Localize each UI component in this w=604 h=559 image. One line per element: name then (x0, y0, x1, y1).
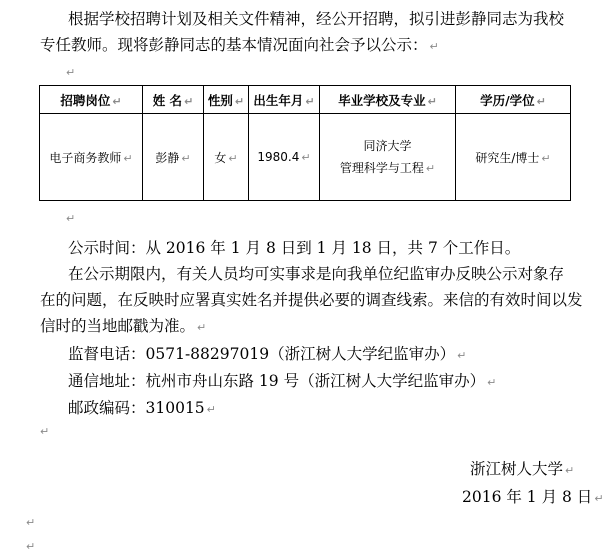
header-name: 姓 名 ↵ (143, 86, 204, 114)
cell-school-major (320, 114, 456, 201)
feedback-paragraph-line3: 信时的当地邮戳为准。 ↵ (40, 317, 207, 335)
empty-paragraph-mark: ↵ (66, 66, 76, 79)
empty-paragraph-mark: ↵ (26, 540, 36, 553)
header-birth: 出生年月 ↵ (249, 86, 320, 114)
empty-paragraph-mark: ↵ (26, 516, 36, 529)
cell-gender: 女 ↵ (204, 114, 249, 201)
supervision-phone: 监督电话：0571-88297019（浙江树人大学纪监审办） ↵ (68, 345, 467, 363)
school-name: 同济大学 (363, 138, 412, 153)
paragraph-mark: ↵ (429, 40, 439, 53)
cell-degree: 研究生/博士 ↵ (456, 114, 571, 201)
mailing-address: 通信地址：杭州市舟山东路 19 号（浙江树人大学纪监审办） ↵ (68, 372, 497, 390)
feedback-paragraph-line2: 在的问题，在反映时应署真实姓名并提供必要的调查线索。来信的有效时间以发 (40, 291, 583, 309)
signature-org: 浙江树人大学 ↵ (470, 460, 575, 478)
signature-date: 2016 年 1 月 8 日 ↵ (462, 488, 604, 506)
major-name: 管理科学与工程 ↵ (339, 160, 436, 175)
header-position: 招聘岗位 ↵ (40, 86, 143, 114)
cell-name: 彭静 ↵ (143, 114, 204, 201)
header-gender: 性别 ↵ (204, 86, 249, 114)
postal-code: 邮政编码：310015 ↵ (68, 399, 216, 417)
intro-paragraph-line1: 根据学校招聘计划及相关文件精神，经公开招聘，拟引进彭静同志为我校 (68, 10, 565, 28)
cell-position: 电子商务教师 ↵ (40, 114, 143, 201)
empty-paragraph-mark: ↵ (40, 425, 50, 438)
table-row (40, 114, 571, 201)
intro-paragraph-line2: 专任教师。现将彭静同志的基本情况面向社会予以公示： ↵ (40, 36, 439, 54)
publicity-period: 公示时间：从 2016 年 1 月 8 日到 1 月 18 日，共 7 个工作日。 (68, 239, 521, 257)
empty-paragraph-mark: ↵ (66, 212, 76, 225)
candidate-info-table (39, 85, 571, 201)
cell-birth: 1980.4 ↵ (249, 114, 320, 201)
header-degree: 学历/学位 ↵ (456, 86, 571, 114)
feedback-paragraph-line1: 在公示期限内，有关人员均可实事求是向我单位纪监审办反映公示对象存 (68, 265, 565, 283)
header-school-major: 毕业学校及专业 ↵ (320, 86, 456, 114)
table-header-row (40, 86, 571, 114)
